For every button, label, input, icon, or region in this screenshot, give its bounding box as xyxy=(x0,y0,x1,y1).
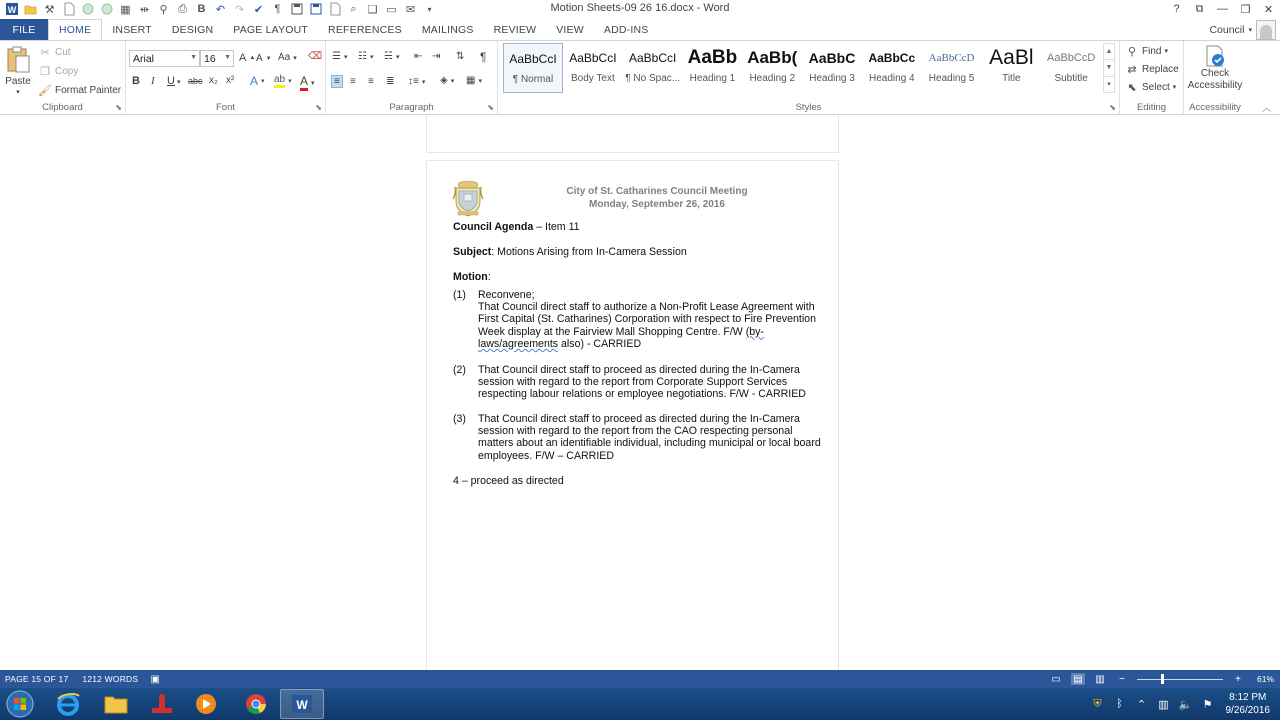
justify-icon[interactable]: ≣ xyxy=(386,76,395,87)
motion-body-b: also) - CARRIED xyxy=(558,337,642,350)
media-player-app[interactable] xyxy=(184,689,228,719)
status-right xyxy=(1049,670,1274,688)
word-app[interactable] xyxy=(280,689,324,719)
style-preview: AaBbCcI xyxy=(569,51,617,65)
undo-icon[interactable]: ↶ xyxy=(215,3,226,16)
tab-mailings[interactable]: MAILINGS xyxy=(421,23,474,36)
grow-font-button[interactable]: A ▲ xyxy=(239,52,256,64)
clipboard-group xyxy=(0,41,126,115)
clipboard-group-label: Clipboard xyxy=(42,102,83,113)
footer-note: 4 – proceed as directed xyxy=(453,475,564,487)
bold-shortcut-icon[interactable]: B xyxy=(197,3,206,15)
motion-colon: : xyxy=(487,271,491,283)
align-right-icon[interactable]: ≡ xyxy=(368,76,374,87)
paragraph-group-label: Paragraph xyxy=(389,102,434,113)
paintbrush-icon: 🖌 xyxy=(38,84,52,97)
show-formatting-icon[interactable]: ¶ xyxy=(480,50,487,64)
dialog-launcher-icon[interactable]: ⬊ xyxy=(115,103,122,112)
italic-button[interactable]: I xyxy=(151,75,155,87)
scroll-down-icon[interactable]: ▼ xyxy=(1104,60,1114,76)
font-group-label: Font xyxy=(215,102,235,113)
superscript-button[interactable]: x² xyxy=(226,75,235,86)
bluetooth-icon[interactable]: ᛒ xyxy=(1116,698,1123,710)
collapse-ribbon-icon[interactable]: ︿ xyxy=(1262,103,1272,113)
style-preview: AaBbCcD xyxy=(928,52,975,64)
agenda-label: Council Agenda xyxy=(453,221,534,233)
chrome-app[interactable] xyxy=(234,689,278,719)
font-size-value: 16 xyxy=(204,52,216,65)
avatar xyxy=(1256,20,1276,40)
subject-text: : Motions Arising from In-Camera Session xyxy=(491,246,687,258)
print-layout-icon[interactable]: ▤ xyxy=(1071,673,1085,685)
zoom-in-icon[interactable]: + xyxy=(1235,673,1241,685)
find-button[interactable] xyxy=(1125,44,1168,58)
paste-label: Paste xyxy=(5,76,31,87)
motion-heading xyxy=(453,271,491,283)
clock-date: 9/26/2016 xyxy=(1225,705,1270,716)
accessibility-check-icon xyxy=(1203,45,1227,67)
email-icon[interactable]: ✉ xyxy=(405,3,416,16)
taskbar xyxy=(0,688,1280,720)
table-icon[interactable]: ▦ xyxy=(120,3,131,16)
word-icon xyxy=(290,692,314,716)
style-name: Title xyxy=(1002,73,1021,84)
style-name: Heading 2 xyxy=(749,73,796,84)
dialog-launcher-icon[interactable]: ⬊ xyxy=(1109,103,1116,112)
network-icon[interactable]: ▥ xyxy=(1158,698,1169,711)
pilcrow-icon[interactable]: ¶ xyxy=(274,3,281,15)
replace-label: Replace xyxy=(1142,63,1179,75)
scissors-icon: ✂ xyxy=(40,46,50,59)
editing-group-label: Editing xyxy=(1136,102,1167,113)
restore-button[interactable]: ❐ xyxy=(1240,3,1251,16)
tab-references[interactable]: REFERENCES xyxy=(328,23,402,36)
subscript-button[interactable]: x₂ xyxy=(209,75,218,86)
style-name: Subtitle xyxy=(1054,73,1088,84)
word-count[interactable]: 1212 WORDS xyxy=(82,674,139,684)
multilevel-list-icon[interactable]: ☵ ▾ xyxy=(384,51,400,62)
tab-page-layout[interactable]: PAGE LAYOUT xyxy=(233,23,309,36)
style-name: Heading 1 xyxy=(689,73,736,84)
strikethrough-button[interactable]: abc xyxy=(188,76,203,86)
scroll-up-icon[interactable]: ▲ xyxy=(1104,44,1114,60)
ribbon-tabs xyxy=(0,19,1280,40)
style-name: ¶ Normal xyxy=(512,74,554,85)
stamp-icon xyxy=(149,692,175,716)
style-name: Heading 5 xyxy=(928,73,975,84)
editing-group xyxy=(1120,41,1184,115)
document-icon[interactable] xyxy=(325,1,344,17)
find-label: Find xyxy=(1142,45,1162,57)
new-document-icon[interactable] xyxy=(59,1,78,17)
word-app-icon[interactable] xyxy=(2,1,21,17)
copy-label: Copy xyxy=(55,65,79,77)
proofing-icon[interactable]: ▣ xyxy=(150,673,160,685)
font-color-button[interactable]: A ▾ xyxy=(300,74,315,91)
font-name-value: Arial xyxy=(133,52,155,65)
save-as-icon[interactable] xyxy=(306,1,325,17)
subject-line xyxy=(453,246,687,258)
page-count[interactable]: PAGE 15 OF 17 xyxy=(5,674,69,684)
style-preview: AaBbC xyxy=(808,50,856,66)
dialog-launcher-icon[interactable]: ⬊ xyxy=(487,103,494,112)
folder-icon xyxy=(103,692,129,716)
chrome-icon xyxy=(244,692,268,716)
decrease-indent-icon[interactable]: ⇤ xyxy=(414,51,423,62)
style-preview: AaBbCcI xyxy=(509,52,557,66)
style-heading-4[interactable] xyxy=(862,43,922,93)
style-normal[interactable] xyxy=(503,43,563,93)
cut-label: Cut xyxy=(55,46,71,58)
account-name: Council xyxy=(1209,23,1245,36)
motion-body-a: That Council direct staff to authorize a Non-Profit Lease Agreement with First Capital (St. Catharines) Corporation with respect to Fire Prevention Week display at the Fairview Mall Shopping Centre. F/W xyxy=(478,301,816,338)
shrink-font-button[interactable]: A ▼ xyxy=(256,53,272,64)
show-hidden-icons-icon[interactable]: ⌃ xyxy=(1136,698,1147,711)
motion-text: That Council direct staff to proceed as directed during the In-Camera session with regard to the report from Corporate Support Services respecting labour relations or employee negotiations. F/W - CARRIED xyxy=(478,364,806,401)
chevron-down-icon: ▾ xyxy=(16,89,20,96)
borders-icon[interactable]: ▦ ▾ xyxy=(466,75,482,86)
motion-number: (3) xyxy=(453,413,466,425)
format-painter-label: Format Painter xyxy=(55,84,122,96)
chevron-down-icon: ▼ xyxy=(224,54,231,61)
header-line-2: Monday, September 26, 2016 xyxy=(589,199,725,210)
stamp-app[interactable] xyxy=(140,689,184,719)
pages-icon[interactable]: ❏ xyxy=(367,3,378,16)
font-color-icon: A xyxy=(300,74,308,91)
account-menu[interactable] xyxy=(1209,19,1276,40)
tab-review[interactable]: REVIEW xyxy=(493,23,537,36)
internet-explorer-icon xyxy=(55,691,81,717)
document-area[interactable] xyxy=(0,115,1280,670)
system-tray xyxy=(1090,688,1277,720)
city-crest-logo xyxy=(450,179,486,217)
find-document-icon[interactable]: ⌕ xyxy=(350,2,357,15)
accessibility-group-label: Accessibility xyxy=(1189,102,1241,113)
motion-text xyxy=(478,289,823,350)
tab-insert[interactable]: INSERT xyxy=(112,23,152,36)
check-accessibility-label: Check Accessibility xyxy=(1187,68,1243,91)
highlight-icon[interactable]: ab ▾ xyxy=(274,74,292,88)
windows-logo-icon xyxy=(6,690,34,718)
tab-add-ins[interactable]: ADD-INS xyxy=(603,23,649,36)
spelling-error-text: (by-laws/agreements xyxy=(478,325,764,350)
zoom-out-icon[interactable]: − xyxy=(1119,673,1125,685)
style-heading-3[interactable] xyxy=(802,43,862,93)
style-heading-1[interactable] xyxy=(683,43,743,93)
change-case-label: Aa xyxy=(278,52,291,63)
format-painter-button[interactable] xyxy=(38,83,121,97)
bullets-icon[interactable]: ☰ ▾ xyxy=(332,51,348,62)
accessibility-group xyxy=(1184,41,1246,115)
clock-time: 8:12 PM xyxy=(1229,692,1267,703)
shading-icon[interactable]: ◈ ▾ xyxy=(440,75,455,86)
styles-gallery xyxy=(503,43,1101,93)
spelling-check-icon[interactable]: ✔ xyxy=(253,3,264,16)
motion-body xyxy=(478,301,823,350)
action-center-flag-icon[interactable]: ⚑ xyxy=(1202,698,1213,711)
chevron-down-icon: ▾ xyxy=(1172,84,1177,91)
tab-home[interactable]: HOME xyxy=(48,19,102,41)
customize-toolbar-icon[interactable]: ▾ xyxy=(427,4,432,14)
style-name: Body Text xyxy=(571,73,615,84)
window-title: Motion Sheets-09 26 16.docx - Word xyxy=(550,2,730,14)
style-heading-2[interactable] xyxy=(742,43,802,93)
clock[interactable] xyxy=(1226,691,1271,717)
select-label: Select xyxy=(1142,81,1170,93)
help-button[interactable]: ? xyxy=(1173,3,1180,15)
chevron-down-icon: ▾ xyxy=(1164,48,1168,55)
start-button[interactable] xyxy=(4,689,36,719)
tab-file[interactable]: FILE xyxy=(0,19,48,40)
font-size-combo[interactable] xyxy=(200,50,234,67)
style-name: Heading 3 xyxy=(809,73,855,84)
status-bar xyxy=(0,670,1280,688)
chevron-down-icon: ▾ xyxy=(1248,26,1252,34)
circle-green-icon-2[interactable] xyxy=(97,1,116,17)
text-effects-icon[interactable]: A ▾ xyxy=(250,74,265,88)
chevron-down-icon[interactable]: ▾ xyxy=(177,79,181,86)
bold-button[interactable]: B xyxy=(132,75,140,87)
close-button[interactable]: ✕ xyxy=(1263,3,1274,16)
font-name-combo[interactable] xyxy=(129,50,200,67)
style-preview: AaBbCcD xyxy=(1046,52,1096,64)
volume-icon[interactable]: 🔈 xyxy=(1178,698,1193,711)
document-page[interactable] xyxy=(426,160,839,670)
circle-green-icon[interactable] xyxy=(78,1,97,17)
style-name: Heading 4 xyxy=(869,73,915,84)
motion-label: Motion xyxy=(453,271,488,283)
motion-number: (1) xyxy=(453,289,466,301)
open-folder-icon[interactable] xyxy=(21,1,40,17)
window-controls xyxy=(1165,0,1280,18)
cut-button[interactable] xyxy=(38,45,71,59)
binoculars-icon: ⚲ xyxy=(1127,45,1137,58)
cursor-icon: ⬉ xyxy=(1127,81,1137,94)
minimize-button[interactable]: — xyxy=(1217,3,1228,15)
play-icon xyxy=(194,692,218,716)
dialog-launcher-icon[interactable]: ⬊ xyxy=(315,103,322,112)
motion-reconvene: Reconvene; xyxy=(478,289,535,301)
styles-group-label: Styles xyxy=(795,102,822,113)
read-mode-icon[interactable]: ▭ xyxy=(386,3,397,16)
zoom-track xyxy=(1137,679,1223,680)
replace-icon: ⇄ xyxy=(1127,63,1137,76)
style-title[interactable] xyxy=(981,43,1041,93)
agenda-line xyxy=(453,221,580,233)
sort-icon[interactable]: ⇅ xyxy=(456,51,465,62)
grow-font-label: A xyxy=(239,52,247,64)
chevron-down-icon: ▼ xyxy=(190,54,197,61)
styles-scroll[interactable] xyxy=(1103,43,1115,93)
ribbon-display-button[interactable]: ⧉ xyxy=(1195,2,1204,15)
style-name: ¶ No Spac... xyxy=(625,73,681,84)
title-bar xyxy=(0,0,1280,18)
align-center-icon[interactable]: ≡ xyxy=(350,76,356,87)
print-preview-icon[interactable]: ⎙ xyxy=(178,2,187,15)
check-accessibility-button[interactable] xyxy=(1186,45,1244,92)
change-case-button[interactable]: Aa ▾ xyxy=(278,52,297,63)
replace-button[interactable] xyxy=(1125,62,1179,76)
zoom-slider[interactable] xyxy=(1137,673,1223,685)
ribbon xyxy=(0,40,1280,115)
style-preview: AaBb( xyxy=(747,48,798,67)
header-line-1: City of St. Catharines Council Meeting xyxy=(566,186,748,197)
svg-text:W: W xyxy=(296,698,308,712)
binoculars-icon[interactable]: ⚲ xyxy=(159,3,168,16)
insert-row-icon[interactable]: ⇹ xyxy=(139,3,150,16)
line-spacing-icon[interactable]: ↕≡ ▾ xyxy=(408,76,426,87)
subject-label: Subject xyxy=(453,246,492,258)
motion-text: That Council direct staff to proceed as directed during the In-Camera session with regard to the report from the CAO respecting personal matters about an identifiable individual, including municipal or local board employees. F/W – CARRIED xyxy=(478,413,821,462)
style-preview: AaBbCc xyxy=(868,51,916,65)
style-heading-5[interactable] xyxy=(922,43,982,93)
style-preview: AaBl xyxy=(989,46,1034,69)
font-group xyxy=(126,41,326,115)
previous-page-bottom xyxy=(426,115,839,153)
spelling-tool-icon[interactable]: ⚒ xyxy=(44,3,55,16)
motion-number: (2) xyxy=(453,364,466,376)
style-preview: AaBb xyxy=(687,47,738,68)
style-preview: AaBbCcI xyxy=(628,51,677,65)
numbering-icon[interactable]: ☷ ▾ xyxy=(358,51,374,62)
clear-formatting-icon[interactable]: ⌫ xyxy=(308,51,323,62)
web-layout-icon[interactable]: ▥ xyxy=(1095,673,1105,685)
style-subtitle[interactable] xyxy=(1041,43,1101,93)
select-button[interactable] xyxy=(1125,80,1176,94)
underline-button[interactable]: U xyxy=(167,75,175,87)
style-body-text[interactable] xyxy=(563,43,623,93)
agenda-item: – Item 11 xyxy=(533,221,580,233)
tab-view[interactable]: VIEW xyxy=(556,23,584,36)
quick-access-toolbar xyxy=(0,0,439,18)
tab-design[interactable]: DESIGN xyxy=(171,23,214,36)
security-shield-icon[interactable]: ⛨ xyxy=(1093,697,1102,710)
more-styles-icon[interactable]: ▾ xyxy=(1107,81,1111,89)
align-left-icon[interactable]: ≡ xyxy=(331,75,343,88)
copy-button[interactable] xyxy=(38,64,78,78)
style-no-spacing[interactable] xyxy=(623,43,683,93)
paragraph-group xyxy=(326,41,498,115)
file-explorer-app[interactable] xyxy=(94,689,138,719)
internet-explorer-app[interactable] xyxy=(46,689,90,719)
paste-icon xyxy=(5,45,31,75)
shrink-font-label: A xyxy=(256,53,263,64)
redo-icon[interactable]: ↷ xyxy=(234,3,245,16)
read-mode-icon[interactable]: ▭ xyxy=(1051,673,1061,685)
save-icon[interactable] xyxy=(287,1,306,17)
copy-icon: ❐ xyxy=(40,65,50,78)
svg-text:W: W xyxy=(7,5,16,15)
increase-indent-icon[interactable]: ⇥ xyxy=(432,51,441,62)
zoom-thumb[interactable] xyxy=(1161,674,1164,684)
zoom-level[interactable]: 61% xyxy=(1256,674,1274,684)
paste-button[interactable] xyxy=(5,45,31,96)
